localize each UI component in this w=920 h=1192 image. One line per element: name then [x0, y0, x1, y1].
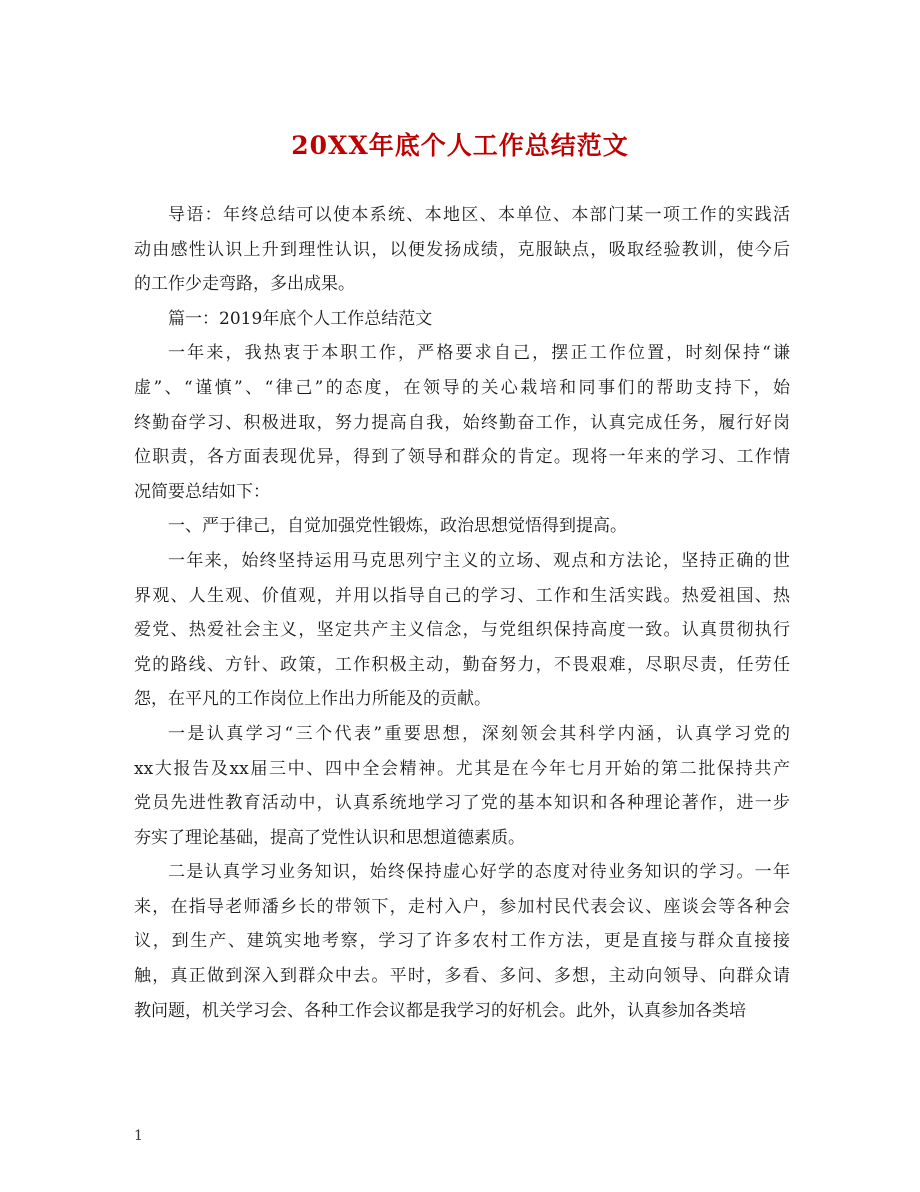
body-line: 怨，在平凡的工作岗位上作出力所能及的贡献。 — [134, 689, 491, 710]
body-line: 虚”、“谨慎”、“律己”的态度，在领导的关心栽培和同事们的帮助支持下，始 — [134, 377, 790, 398]
page-number: 1 — [134, 1128, 143, 1144]
body-line: 夯实了理论基础，提高了党性认识和思想道德素质。 — [134, 827, 525, 848]
document-title: 20XX年底个人工作总结范文 — [291, 131, 629, 160]
body-line: 动由感性认识上升到理性认识，以便发扬成绩，克服缺点，吸取经验教训，使今后 — [134, 239, 790, 260]
body-line: xx大报告及xx届三中、四中全会精神。尤其是在今年七月开始的第二批保持共产 — [134, 758, 790, 779]
body-line: 一是认真学习“三个代表”重要思想，深刻领会其科学内涵，认真学习党的 — [168, 723, 790, 744]
body-line: 位职责，各方面表现优异，得到了领导和群众的肯定。现将一年来的学习、工作情 — [134, 447, 790, 468]
body-line: 二是认真学习业务知识，始终保持虚心好学的态度对待业务知识的学习。一年 — [168, 862, 790, 883]
body-line: 党的路线、方针、政策，工作积极主动，勤奋努力，不畏艰难，尽职尽责，任劳任 — [134, 654, 790, 675]
body-line: 来，在指导老师潘乡长的带领下，走村入户，参加村民代表会议、座谈会等各种会 — [134, 896, 790, 917]
body-line: 爱党、热爱社会主义，坚定共产主义信念，与党组织保持高度一致。认真贯彻执行 — [134, 620, 790, 641]
body-line: 触，真正做到深入到群众中去。平时，多看、多问、多想，主动向领导、向群众请 — [134, 966, 790, 987]
body-line: 教问题，机关学习会、各种工作会议都是我学习的好机会。此外，认真参加各类培 — [134, 1000, 746, 1021]
body-line: 议，到生产、建筑实地考察，学习了许多农村工作方法，更是直接与群众直接接 — [134, 931, 790, 952]
document-body — [134, 198, 790, 1028]
body-line: 篇一：2019年底个人工作总结范文 — [168, 308, 433, 329]
body-line: 界观、人生观、价值观，并用以指导自己的学习、工作和生活实践。热爱祖国、热 — [134, 585, 790, 606]
body-line: 的工作少走弯路，多出成果。 — [134, 274, 355, 295]
body-line: 一、严于律己，自觉加强党性锻炼，政治思想觉悟得到提高。 — [168, 516, 627, 537]
body-line: 一年来，我热衷于本职工作，严格要求自己，摆正工作位置，时刻保持“谦 — [168, 343, 790, 364]
body-line: 导语：年终总结可以使本系统、本地区、本单位、本部门某一项工作的实践活 — [168, 205, 790, 225]
body-line: 况简要总结如下： — [134, 481, 270, 502]
body-line: 终勤奋学习、积极进取，努力提高自我，始终勤奋工作，认真完成任务，履行好岗 — [134, 412, 790, 433]
body-line: 党员先进性教育活动中，认真系统地学习了党的基本知识和各种理论著作，进一步 — [134, 793, 790, 814]
body-line: 一年来，始终坚持运用马克思列宁主义的立场、观点和方法论，坚持正确的世 — [168, 550, 790, 571]
